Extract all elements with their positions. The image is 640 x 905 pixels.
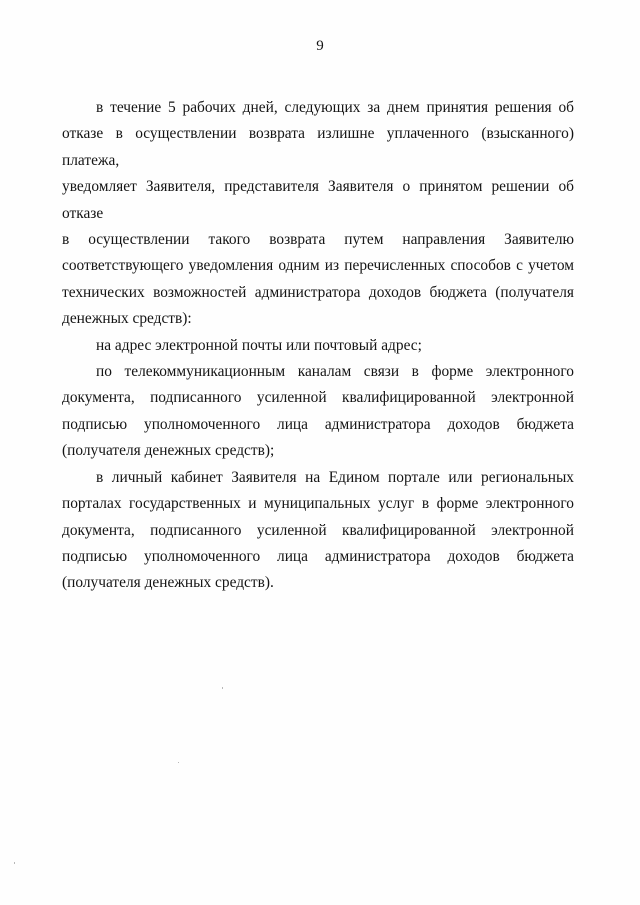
text-line: на адрес электронной почты или почтовый адрес;	[96, 336, 422, 354]
text-line: порталах государственных и муниципальных услуг в форме электронного	[62, 495, 574, 513]
text-line: уведомляет Заявителя, представителя Заявителя о принятом решении об отказе	[62, 178, 574, 222]
scan-speck	[222, 687, 223, 689]
text-line: в личный кабинет Заявителя на Едином портале или региональных	[96, 468, 574, 486]
paragraph-personal-cabinet	[62, 465, 574, 597]
paragraph-email-or-postal	[62, 333, 574, 359]
document-body	[62, 95, 574, 597]
text-line: (получателя денежных средств);	[62, 442, 275, 460]
text-line: в течение 5 рабочих дней, следующих за днем принятия решения об	[96, 99, 574, 116]
paragraph-telecom-channels	[62, 359, 574, 465]
text-line: документа, подписанного усиленной квалифицированной электронной	[62, 521, 574, 539]
text-line: технических возможностей администратора доходов бюджета (получателя	[62, 283, 574, 301]
page-number: 9	[316, 38, 324, 54]
scan-speck	[14, 862, 15, 864]
text-line: подписью уполномоченного лица администратора доходов бюджета	[62, 415, 574, 433]
text-line: документа, подписанного усиленной квалифицированной электронной	[62, 389, 574, 407]
text-line: соответствующего уведомления одним из перечисленных способов с учетом	[62, 257, 574, 275]
paragraph-refusal-notice	[62, 95, 574, 333]
text-line: по телекоммуникационным каналам связи в форме электронного	[96, 363, 574, 381]
text-line: в осуществлении такого возврата путем направления Заявителю	[62, 231, 574, 249]
scan-speck	[178, 762, 179, 763]
text-line: подписью уполномоченного лица администратора доходов бюджета	[62, 547, 574, 565]
text-line: отказе в осуществлении возврата излишне уплаченного (взысканного) платежа,	[62, 125, 574, 169]
text-line: (получателя денежных средств).	[62, 574, 274, 592]
text-line: денежных средств):	[62, 310, 192, 328]
